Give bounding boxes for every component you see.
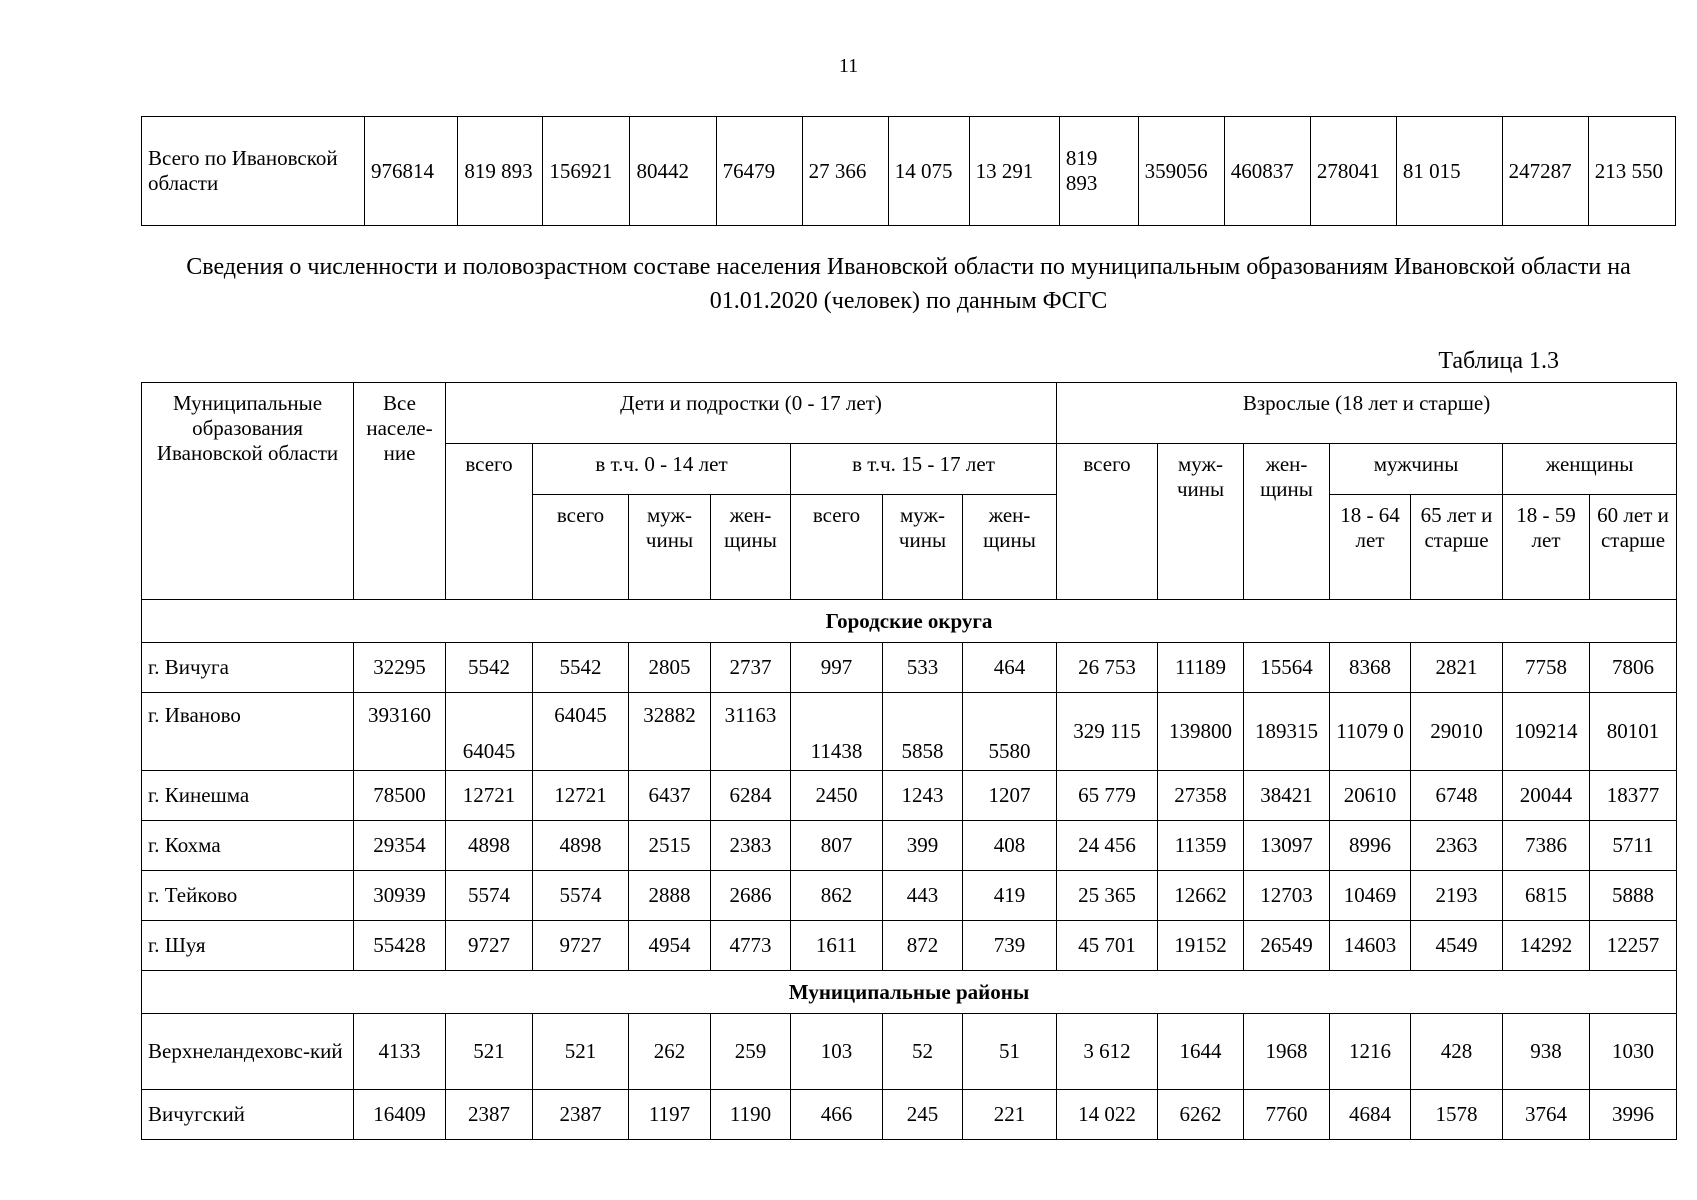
table-cell: 6437 [629, 771, 711, 821]
table-cell: 26 753 [1057, 643, 1158, 693]
table-cell: 2686 [711, 871, 791, 921]
summary-cell: Всего по Ивановской области [142, 117, 365, 226]
table-cell: 7806 [1590, 643, 1677, 693]
table-cell: 5888 [1590, 871, 1677, 921]
header-age-0-14: в т.ч. 0 - 14 лет [533, 444, 791, 495]
table-cell: 2450 [791, 771, 883, 821]
header-adults-men: муж-чины [1158, 444, 1244, 600]
row-name: г. Иваново [142, 693, 354, 771]
table-cell: 12257 [1590, 921, 1677, 971]
table-cell: 2888 [629, 871, 711, 921]
table-cell: 11438 [791, 693, 883, 771]
table-cell: 5542 [446, 643, 533, 693]
summary-cell: 359056 [1138, 117, 1224, 226]
header-adults-women: жен-щины [1244, 444, 1330, 600]
table-cell: 4133 [354, 1014, 446, 1090]
table-cell: 29010 [1411, 693, 1503, 771]
summary-cell: 213 550 [1588, 117, 1675, 226]
table-row [142, 693, 1677, 771]
table-cell: 20044 [1503, 771, 1590, 821]
table-cell: 329 115 [1057, 693, 1158, 771]
summary-row [142, 117, 1676, 226]
table-cell: 7758 [1503, 643, 1590, 693]
header-municipal: Муниципальные образования Ивановской области [142, 383, 354, 600]
header-0-14-women: жен-щины [711, 495, 791, 600]
table-cell: 8996 [1330, 821, 1411, 871]
table-cell: 14 022 [1057, 1090, 1158, 1140]
table-cell: 139800 [1158, 693, 1244, 771]
table-cell: 5574 [446, 871, 533, 921]
table-row [142, 821, 1677, 871]
summary-cell: 156921 [543, 117, 630, 226]
table-cell: 12662 [1158, 871, 1244, 921]
header-women: женщины [1503, 444, 1677, 495]
table-cell: 51 [963, 1014, 1057, 1090]
summary-cell: 460837 [1224, 117, 1310, 226]
row-name: г. Кохма [142, 821, 354, 871]
table-cell: 13097 [1244, 821, 1330, 871]
table-cell: 7386 [1503, 821, 1590, 871]
table-cell: 3764 [1503, 1090, 1590, 1140]
header-women-60-plus: 60 лет и старше [1590, 495, 1677, 600]
table-cell: 15564 [1244, 643, 1330, 693]
table-row [142, 871, 1677, 921]
table-cell: 5711 [1590, 821, 1677, 871]
table-cell: 1207 [963, 771, 1057, 821]
table-cell: 4684 [1330, 1090, 1411, 1140]
summary-table [141, 116, 1676, 226]
table-cell: 245 [883, 1090, 963, 1140]
table-cell: 4549 [1411, 921, 1503, 971]
table-row [142, 1014, 1677, 1090]
table-cell: 32295 [354, 643, 446, 693]
header-15-17-men: муж-чины [883, 495, 963, 600]
table-cell: 31163 [711, 693, 791, 771]
table-cell: 30939 [354, 871, 446, 921]
table-cell: 5574 [533, 871, 629, 921]
table-cell: 45 701 [1057, 921, 1158, 971]
table-cell: 12703 [1244, 871, 1330, 921]
table-row [142, 643, 1677, 693]
header-0-14-men: муж-чины [629, 495, 711, 600]
table-cell: 1030 [1590, 1014, 1677, 1090]
table-cell: 12721 [533, 771, 629, 821]
table-cell: 997 [791, 643, 883, 693]
summary-cell: 76479 [716, 117, 802, 226]
table-cell: 443 [883, 871, 963, 921]
table-cell: 19152 [1158, 921, 1244, 971]
table-cell: 20610 [1330, 771, 1411, 821]
table-cell: 5580 [963, 693, 1057, 771]
table-cell: 2387 [533, 1090, 629, 1140]
table-cell: 2363 [1411, 821, 1503, 871]
table-cell: 26549 [1244, 921, 1330, 971]
table-cell: 29354 [354, 821, 446, 871]
table-cell: 938 [1503, 1014, 1590, 1090]
table-cell: 11079 0 [1330, 693, 1411, 771]
row-name: Верхнеландеховс-кий [142, 1014, 354, 1090]
table-cell: 109214 [1503, 693, 1590, 771]
table-cell: 32882 [629, 693, 711, 771]
table-cell: 80101 [1590, 693, 1677, 771]
table-cell: 189315 [1244, 693, 1330, 771]
table-cell: 533 [883, 643, 963, 693]
table-cell: 1611 [791, 921, 883, 971]
row-name: Вичугский [142, 1090, 354, 1140]
header-adults-total: всего [1057, 444, 1158, 600]
table-cell: 2387 [446, 1090, 533, 1140]
table-cell: 55428 [354, 921, 446, 971]
table-cell: 1644 [1158, 1014, 1244, 1090]
table-cell: 10469 [1330, 871, 1411, 921]
summary-cell: 976814 [364, 117, 457, 226]
header-women-18-59: 18 - 59 лет [1503, 495, 1590, 600]
table-cell: 103 [791, 1014, 883, 1090]
table-cell: 221 [963, 1090, 1057, 1140]
table-cell: 6815 [1503, 871, 1590, 921]
table-cell: 872 [883, 921, 963, 971]
table-cell: 2737 [711, 643, 791, 693]
table-cell: 25 365 [1057, 871, 1158, 921]
table-cell: 78500 [354, 771, 446, 821]
header-15-17-total: всего [791, 495, 883, 600]
summary-cell: 81 015 [1396, 117, 1502, 226]
table-cell: 4898 [533, 821, 629, 871]
table-cell: 2821 [1411, 643, 1503, 693]
header-age-15-17: в т.ч. 15 - 17 лет [791, 444, 1057, 495]
table-cell: 27358 [1158, 771, 1244, 821]
table-cell: 1216 [1330, 1014, 1411, 1090]
table-cell: 399 [883, 821, 963, 871]
table-cell: 2515 [629, 821, 711, 871]
table-cell: 64045 [446, 693, 533, 771]
table-cell: 14603 [1330, 921, 1411, 971]
table-cell: 464 [963, 643, 1057, 693]
table-cell: 408 [963, 821, 1057, 871]
summary-cell: 278041 [1310, 117, 1396, 226]
summary-cell: 27 366 [802, 117, 888, 226]
table-cell: 6262 [1158, 1090, 1244, 1140]
table-cell: 6284 [711, 771, 791, 821]
table-row [142, 771, 1677, 821]
table-cell: 24 456 [1057, 821, 1158, 871]
table-cell: 8368 [1330, 643, 1411, 693]
table-cell: 11189 [1158, 643, 1244, 693]
table-cell: 466 [791, 1090, 883, 1140]
header-children-total: всего [446, 444, 533, 600]
table-cell: 18377 [1590, 771, 1677, 821]
summary-cell: 819 893 [458, 117, 543, 226]
table-cell: 65 779 [1057, 771, 1158, 821]
table-cell: 259 [711, 1014, 791, 1090]
table-cell: 1197 [629, 1090, 711, 1140]
page-number: 11 [838, 55, 859, 77]
table-cell: 428 [1411, 1014, 1503, 1090]
table-cell: 862 [791, 871, 883, 921]
table-cell: 739 [963, 921, 1057, 971]
table-cell: 3996 [1590, 1090, 1677, 1140]
table-cell: 64045 [533, 693, 629, 771]
header-men-65-plus: 65 лет и старше [1411, 495, 1503, 600]
table-label: Таблица 1.3 [1438, 348, 1559, 374]
row-name: г. Шуя [142, 921, 354, 971]
table-caption: Сведения о численности и половозрастном составе населения Ивановской области по муниципальным образованиям Ивановской области на 01.01.2020 (человек) по данным ФСГС [186, 254, 1631, 314]
table-cell: 807 [791, 821, 883, 871]
table-cell: 1578 [1411, 1090, 1503, 1140]
table-cell: 5542 [533, 643, 629, 693]
table-cell: 4773 [711, 921, 791, 971]
table-row [142, 1090, 1677, 1140]
summary-cell: 14 075 [888, 117, 969, 226]
table-cell: 1190 [711, 1090, 791, 1140]
table-cell: 262 [629, 1014, 711, 1090]
population-table [141, 382, 1677, 1140]
table-cell: 393160 [354, 693, 446, 771]
table-cell: 7760 [1244, 1090, 1330, 1140]
table-cell: 2193 [1411, 871, 1503, 921]
header-men: мужчины [1330, 444, 1503, 495]
table-cell: 52 [883, 1014, 963, 1090]
header-0-14-total: всего [533, 495, 629, 600]
summary-cell: 819 893 [1059, 117, 1138, 226]
table-cell: 11359 [1158, 821, 1244, 871]
summary-cell: 80442 [630, 117, 716, 226]
table-cell: 16409 [354, 1090, 446, 1140]
table-row [142, 921, 1677, 971]
table-cell: 5858 [883, 693, 963, 771]
header-children: Дети и подростки (0 - 17 лет) [446, 383, 1057, 444]
header-15-17-women: жен-щины [963, 495, 1057, 600]
section-city-districts: Городские округа [142, 600, 1677, 643]
table-cell: 521 [533, 1014, 629, 1090]
table-cell: 1243 [883, 771, 963, 821]
header-men-18-64: 18 - 64 лет [1330, 495, 1411, 600]
table-cell: 3 612 [1057, 1014, 1158, 1090]
row-name: г. Кинешма [142, 771, 354, 821]
table-cell: 9727 [446, 921, 533, 971]
header-all-population: Все населе-ние [354, 383, 446, 600]
table-cell: 2383 [711, 821, 791, 871]
table-cell: 2805 [629, 643, 711, 693]
table-cell: 521 [446, 1014, 533, 1090]
table-cell: 12721 [446, 771, 533, 821]
row-name: г. Тейково [142, 871, 354, 921]
table-cell: 419 [963, 871, 1057, 921]
summary-cell: 13 291 [969, 117, 1059, 226]
row-name: г. Вичуга [142, 643, 354, 693]
table-cell: 4898 [446, 821, 533, 871]
table-cell: 9727 [533, 921, 629, 971]
section-municipal-districts: Муниципальные районы [142, 971, 1677, 1014]
summary-cell: 247287 [1502, 117, 1588, 226]
table-cell: 4954 [629, 921, 711, 971]
table-cell: 6748 [1411, 771, 1503, 821]
table-cell: 14292 [1503, 921, 1590, 971]
header-adults: Взрослые (18 лет и старше) [1057, 383, 1677, 444]
table-cell: 1968 [1244, 1014, 1330, 1090]
table-cell: 38421 [1244, 771, 1330, 821]
